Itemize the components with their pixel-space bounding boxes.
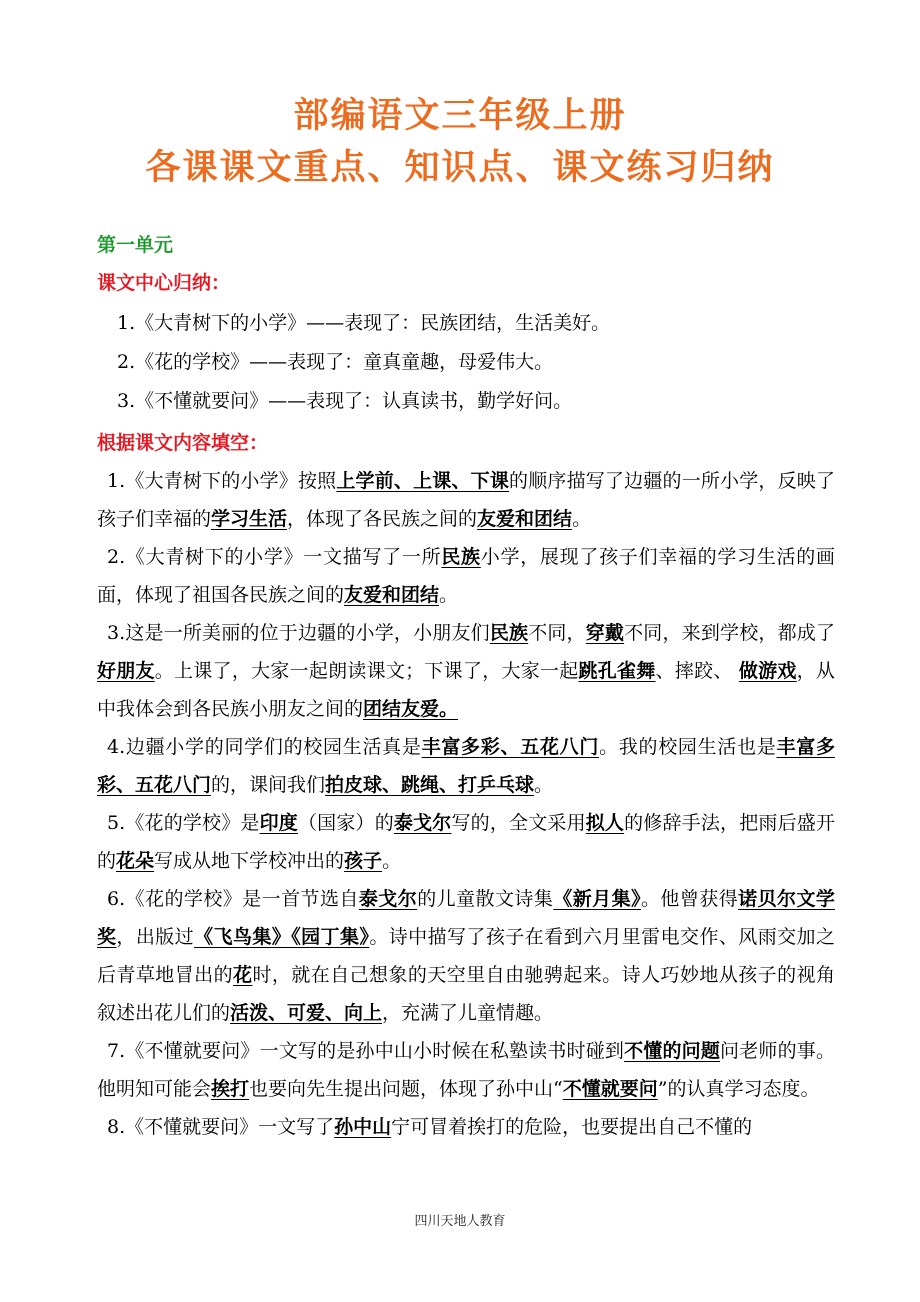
fill-blank-item — [97, 614, 835, 728]
answer-key: 印度 — [259, 812, 298, 834]
item-text: 的儿童散文诗集 — [417, 888, 554, 910]
answer-key: 团结友爱。 — [363, 698, 459, 720]
answer-key: 好朋友 — [97, 660, 155, 682]
item-text: 。我的校园生活也是 — [599, 736, 777, 758]
item-text: 问老师的事。他明知可能会 — [97, 1040, 835, 1100]
item-text: 写的，全文采用 — [451, 812, 586, 834]
item-number: 3. — [107, 622, 126, 644]
answer-key: 民族 — [441, 546, 481, 568]
item-text: 、摔跤、 — [655, 660, 739, 682]
item-text: 也要向先生提出问题，体现了孙中山“ — [249, 1078, 563, 1100]
answer-key: 不懂就要问 — [562, 1078, 658, 1100]
fill-blank-list — [97, 462, 835, 1146]
item-text: 。 — [439, 584, 459, 606]
fill-blank-item — [97, 728, 835, 804]
answer-key: 孩子 — [344, 850, 383, 872]
title-line-2: 各课课文重点、知识点、课文练习归纳 — [145, 148, 775, 188]
fill-blank-item — [97, 1108, 835, 1146]
item-text: 这是一所美丽的位于边疆的小学，小朋友们 — [125, 622, 490, 644]
item-text: 不同， — [528, 622, 586, 644]
answer-key: 上学前、上课、下课 — [336, 470, 510, 492]
item-text: ，从中我体会到各民族小朋友之间的 — [97, 660, 835, 720]
item-text: 。 — [534, 774, 554, 796]
answer-key: 不懂的问题 — [624, 1040, 721, 1062]
item-number: 4. — [107, 736, 126, 758]
answer-key: 《新月集》 — [553, 888, 641, 910]
item-text: 《花的学校》是一首节选自 — [125, 888, 359, 910]
item-text: 。诗中描写了孩子在看到六月里雷电交作、风雨交加之后青草地冒出的 — [97, 926, 835, 986]
answer-key: 丰富多彩、五花八门 — [421, 736, 600, 758]
answer-key: 活泼、可爱、向上 — [230, 1002, 383, 1024]
answer-key: 跳孔雀舞 — [578, 660, 656, 682]
item-text: 不同，来到学校，都成了 — [624, 622, 835, 644]
summary-item: 2.《花的学校》——表现了：童真童趣，母爱伟大。 — [117, 351, 554, 373]
item-text: （国家）的 — [297, 812, 394, 834]
answer-key: 花朵 — [116, 850, 155, 872]
item-text: 。他曾获得 — [640, 888, 739, 910]
fill-blank-item — [97, 538, 835, 614]
item-text: 的，课间我们 — [211, 774, 326, 796]
answer-key: 挨打 — [211, 1078, 250, 1100]
item-text: ，体现了各民族之间的 — [287, 508, 478, 530]
answer-key: 民族 — [489, 622, 529, 644]
item-text: 时，就在自己想象的天空里自由驰骋起来。诗人巧妙地从孩子的视角叙述出花儿们的 — [97, 964, 835, 1024]
item-text: 《不懂就要问》一文写了 — [125, 1116, 335, 1138]
answer-key: 诺贝尔文学奖 — [97, 888, 835, 948]
item-text: ”的认真学习态度。 — [657, 1078, 820, 1100]
item-number: 2. — [107, 546, 126, 568]
item-text: 的修辞手法，把雨后盛开的 — [97, 812, 835, 872]
section-heading-summary: 课文中心归纳： — [97, 272, 231, 294]
item-number: 6. — [107, 888, 126, 910]
fill-blank-item — [97, 462, 835, 538]
fill-blank-item — [97, 880, 835, 1032]
item-number: 1. — [107, 470, 126, 492]
item-number: 5. — [107, 812, 126, 834]
fill-blank-item — [97, 1032, 835, 1108]
answer-key: 友爱和团结 — [477, 508, 573, 530]
item-text: 。 — [572, 508, 592, 530]
item-text: 的顺序描写了边疆的一所小学，反映了孩子们幸福的 — [97, 470, 835, 530]
answer-key: 花 — [233, 964, 253, 986]
item-number: 8. — [107, 1116, 126, 1138]
summary-item: 3.《不懂就要问》——表现了：认真读书，勤学好问。 — [117, 390, 573, 412]
item-text: ，出版过 — [116, 926, 195, 948]
answer-key: 穿戴 — [585, 622, 625, 644]
title-line-1: 部编语文三年级上册 — [293, 96, 627, 136]
answer-key: 孙中山 — [334, 1116, 392, 1138]
item-number: 7. — [107, 1040, 126, 1062]
fill-blank-item — [97, 804, 835, 880]
item-text: 。上课了，大家一起朗读课文；下课了，大家一起 — [154, 660, 579, 682]
answer-key: 泰戈尔 — [358, 888, 418, 910]
item-text: 。 — [382, 850, 402, 872]
footer-text: 四川天地人教育 — [414, 1214, 506, 1229]
answer-key: 《飞鸟集》《园丁集》 — [194, 926, 370, 948]
item-text: 宁可冒着挨打的危险，也要提出自己不懂的 — [391, 1116, 753, 1138]
summary-item: 1.《大青树下的小学》——表现了：民族团结，生活美好。 — [117, 312, 611, 334]
answer-key: 拟人 — [585, 812, 625, 834]
answer-key: 泰戈尔 — [393, 812, 452, 834]
item-text: 写成从地下学校冲出的 — [154, 850, 345, 872]
unit-label: 第一单元 — [97, 234, 174, 256]
answer-key: 学习生活 — [211, 508, 288, 530]
answer-key: 做游戏 — [738, 660, 797, 682]
answer-key: 丰富多彩、五花八门 — [97, 736, 835, 796]
item-text: 《大青树下的小学》按照 — [125, 470, 337, 492]
item-text: 边疆小学的同学们的校园生活真是 — [125, 736, 422, 758]
item-text: 《不懂就要问》一文写的是孙中山小时候在私塾读书时碰到 — [125, 1040, 625, 1062]
item-text: 《花的学校》是 — [125, 812, 260, 834]
item-text: ，充满了儿童情趣。 — [382, 1002, 554, 1024]
item-text: 《大青树下的小学》一文描写了一所 — [125, 546, 442, 568]
item-text: 小学，展现了孩子们幸福的学习生活的画面，体现了祖国各民族之间的 — [97, 546, 835, 606]
section-heading-fill-blanks: 根据课文内容填空： — [97, 432, 269, 454]
answer-key: 拍皮球、跳绳、打乒乓球 — [325, 774, 535, 796]
answer-key: 友爱和团结 — [344, 584, 440, 606]
